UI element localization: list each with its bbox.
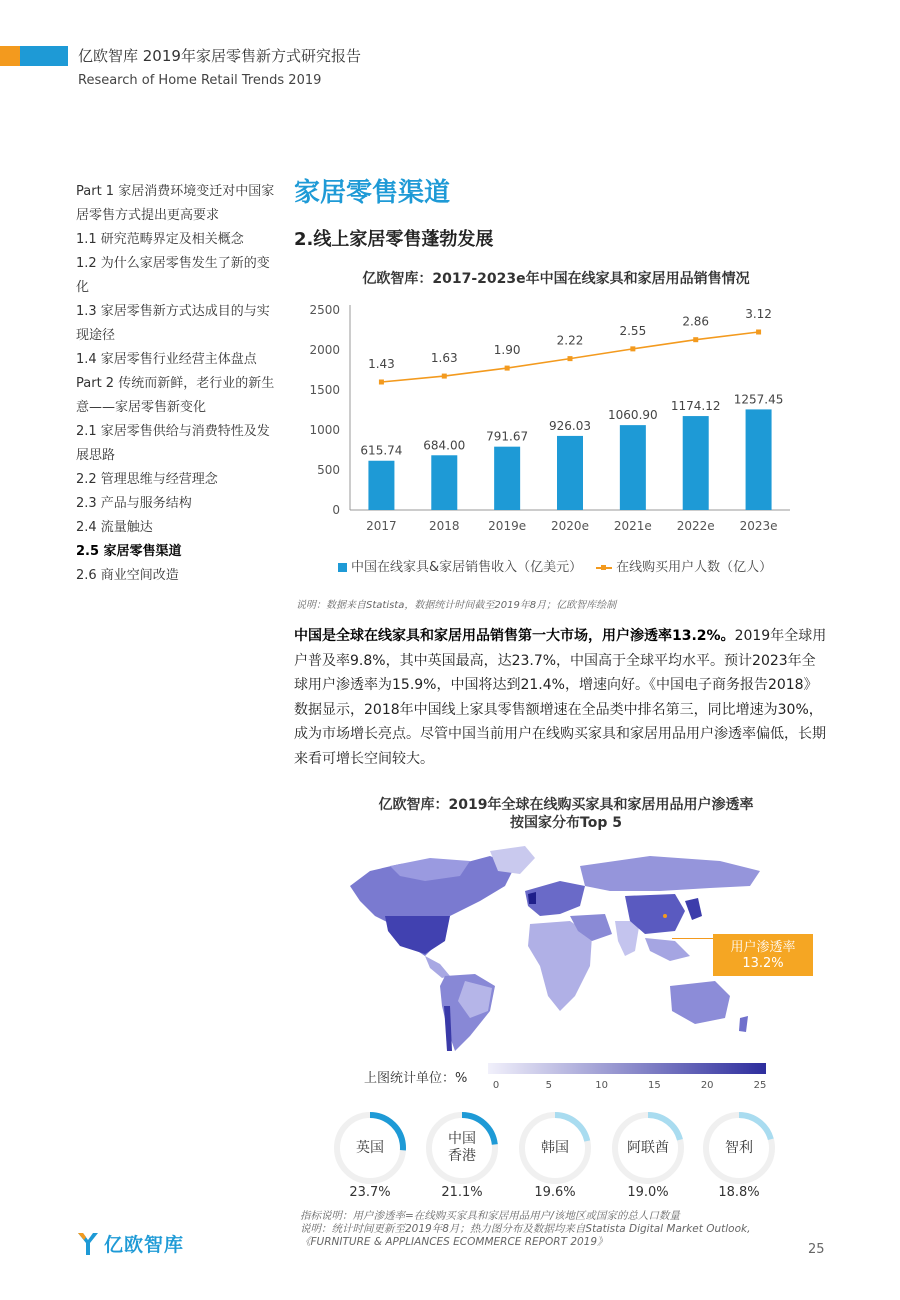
- line-label: 2.86: [682, 314, 710, 329]
- y-tick-label: 2500: [309, 303, 340, 317]
- country-name: 阿联酋: [627, 1139, 669, 1156]
- legend-label-users: 在线购买用户人数（亿人）: [616, 560, 773, 575]
- country-donut: [610, 1110, 686, 1186]
- line-label: 1.43: [368, 357, 395, 371]
- toc-item[interactable]: Part 2 传统而新鲜，老行业的新生意——家居零售新变化: [76, 376, 275, 415]
- country-donut: [424, 1110, 500, 1186]
- map-source-note: 指标说明：用户渗透率=在线购买家具和家居用品用户/该地区或国家的总人口数量 说明：统计时间更新至2019年8月；热力图分布及数据均来自Statista Digital Market Outlook,《FURNITURE & APPLIANCES ECOMMERCE REPORT 2019》: [300, 1210, 751, 1248]
- bar-label: 791.67: [486, 429, 529, 444]
- toc-item[interactable]: Part 1 家居消费环境变迁对中国家居零售方式提出更高要求: [76, 184, 275, 223]
- x-tick-label: 2019e: [488, 519, 527, 533]
- section-title: 家居零售渠道: [294, 178, 451, 208]
- logo-text: 亿欧智库: [104, 1234, 185, 1256]
- map-central-america: [425, 956, 450, 978]
- y-tick-label: 0: [332, 503, 340, 517]
- map-title-line1: 亿欧智库：2019年全球在线购买家具和家居用品用户渗透率: [378, 797, 754, 813]
- toc-item[interactable]: 1.3 家居零售新方式达成目的与实现途径: [76, 304, 270, 343]
- line-point: [442, 374, 447, 379]
- line-point: [756, 330, 761, 335]
- x-tick-label: 2022e: [676, 519, 715, 533]
- line-label: 2.55: [619, 323, 647, 338]
- bar-label: 684.00: [423, 438, 466, 453]
- country-donut: [701, 1110, 777, 1186]
- country-value: 19.6%: [534, 1185, 576, 1200]
- legend-item-sales: [338, 556, 582, 575]
- legend-line-swatch: [596, 567, 612, 569]
- scale-unit-label: 上图统计单位：%: [364, 1071, 468, 1086]
- para-highlight: 中国是全球在线家具和家居用品销售第一大市场，用户渗透率13.2%。: [294, 628, 735, 644]
- logo-icon: [76, 1231, 100, 1257]
- scale-tick: 10: [595, 1080, 608, 1091]
- scale-tick: 5: [545, 1080, 552, 1091]
- country-name: 英国: [356, 1139, 384, 1156]
- line-label: 2.22: [556, 333, 584, 348]
- chart-source-note: 说明：数据来自Statista，数据统计时间截至2019年8月；亿欧智库绘制: [296, 600, 617, 611]
- sales-chart: [290, 290, 810, 546]
- callout-label: 用户渗透率: [730, 940, 796, 955]
- company-logo: [76, 1230, 184, 1257]
- map-title-line2: 按国家分布Top 5: [510, 815, 622, 831]
- para-text: 2019年全球用户普及率9.8%，其中英国最高，达23.7%，中国高于全球平均水平。预计2023年全球用户渗透率为15.9%，中国将达到21.4%，增速向好。《中国电子商务报告2018》数据显示，2018年中国线上家具零售额增速在全品类中排名第三，同比增速为30%，成为市场增长亮点。尽管中国当前用户在线购买家具和家居用品用户渗透率偏低，长期来看可增长空间较大。: [294, 628, 827, 767]
- x-tick-label: 2020e: [551, 519, 589, 533]
- map-usa: [385, 916, 450, 954]
- x-tick-label: 2023e: [739, 519, 778, 533]
- line-label: 1.63: [430, 351, 458, 366]
- bar: [683, 416, 709, 510]
- bar: [746, 409, 772, 510]
- country-value: 18.8%: [718, 1185, 760, 1200]
- country-value: 19.0%: [627, 1185, 669, 1200]
- map-title: [296, 796, 836, 832]
- report-subtitle: Research of Home Retail Trends 2019: [78, 73, 322, 88]
- map-africa: [528, 921, 592, 1011]
- subsection-title: 2.线上家居零售蓬勃发展: [294, 229, 494, 250]
- country-name: 韩国: [541, 1139, 569, 1156]
- y-tick-label: 2000: [309, 343, 340, 357]
- bar-label: 926.03: [549, 418, 591, 433]
- legend-item-users: [596, 556, 772, 575]
- table-of-contents: [76, 180, 276, 588]
- country-value: 23.7%: [349, 1185, 391, 1200]
- page-number: 25: [808, 1242, 825, 1257]
- line-label: 1.90: [493, 343, 521, 358]
- scale-tick: 0: [492, 1080, 500, 1091]
- line-point: [693, 337, 698, 342]
- country-donut: [332, 1110, 408, 1186]
- line-point: [630, 346, 635, 351]
- header-accent-orange: [0, 46, 20, 66]
- bar: [431, 455, 457, 510]
- map-se-asia: [645, 938, 690, 961]
- bar-label: 1257.45: [733, 392, 784, 407]
- toc-item[interactable]: 1.4 家居零售行业经营主体盘点: [76, 352, 257, 367]
- x-tick-label: 2017: [366, 519, 397, 533]
- scale-tick: 20: [700, 1080, 714, 1091]
- y-tick-label: 500: [317, 463, 340, 477]
- line-label: 3.12: [745, 307, 772, 321]
- map-china-marker: [663, 914, 667, 918]
- bar-label: 1060.90: [608, 408, 658, 423]
- country-name: 中国香港: [448, 1131, 476, 1164]
- bar-label: 1174.12: [670, 399, 721, 414]
- bar: [557, 436, 583, 510]
- toc-item[interactable]: 2.4 流量触达: [76, 520, 153, 535]
- line-point: [505, 366, 510, 371]
- bar: [368, 461, 394, 510]
- y-tick-label: 1500: [309, 383, 340, 397]
- chart-legend: [338, 556, 772, 575]
- report-title: 亿欧智库 2019年家居零售新方式研究报告: [78, 47, 361, 65]
- header-accent-blue: [20, 46, 68, 66]
- bar: [494, 447, 520, 510]
- toc-item[interactable]: 2.3 产品与服务结构: [76, 496, 192, 511]
- y-tick-label: 1000: [309, 423, 340, 437]
- toc-item[interactable]: 2.5 家居零售渠道: [76, 544, 182, 559]
- color-scale-bar: [488, 1063, 766, 1074]
- bar: [620, 425, 646, 510]
- toc-item[interactable]: 1.1 研究范畴界定及相关概念: [76, 232, 244, 247]
- country-donut: [517, 1110, 593, 1186]
- bar-label: 615.74: [360, 443, 403, 458]
- line-point: [568, 356, 573, 361]
- scale-tick: 15: [648, 1080, 661, 1091]
- china-penetration-callout: [713, 934, 813, 976]
- x-tick-label: 2018: [429, 519, 460, 533]
- line-point: [379, 380, 384, 385]
- map-new-zealand: [739, 1016, 748, 1032]
- map-australia: [670, 981, 730, 1024]
- color-scale-ticks: [488, 1080, 766, 1094]
- toc-item[interactable]: 1.2 为什么家居零售发生了新的变化: [76, 256, 270, 295]
- toc-item[interactable]: 2.1 家居零售供给与消费特性及发展思路: [76, 424, 270, 463]
- body-paragraph: [294, 624, 829, 771]
- callout-connector: [672, 938, 714, 939]
- country-value: 21.1%: [441, 1185, 483, 1200]
- legend-label-sales: 中国在线家具&家居销售收入（亿美元）: [351, 560, 583, 575]
- map-uk: [528, 892, 536, 904]
- x-tick-label: 2021e: [613, 519, 652, 533]
- toc-item[interactable]: 2.6 商业空间改造: [76, 568, 179, 583]
- country-name: 智利: [725, 1139, 753, 1156]
- toc-item[interactable]: 2.2 管理思维与经营理念: [76, 472, 218, 487]
- callout-value: 13.2%: [742, 956, 784, 971]
- chart-title: 亿欧智库：2017-2023e年中国在线家具和家居用品销售情况: [362, 271, 750, 287]
- legend-bar-swatch: [338, 563, 347, 572]
- map-japan-korea: [685, 898, 702, 920]
- scale-tick: 25: [753, 1080, 767, 1091]
- map-russia: [580, 856, 760, 891]
